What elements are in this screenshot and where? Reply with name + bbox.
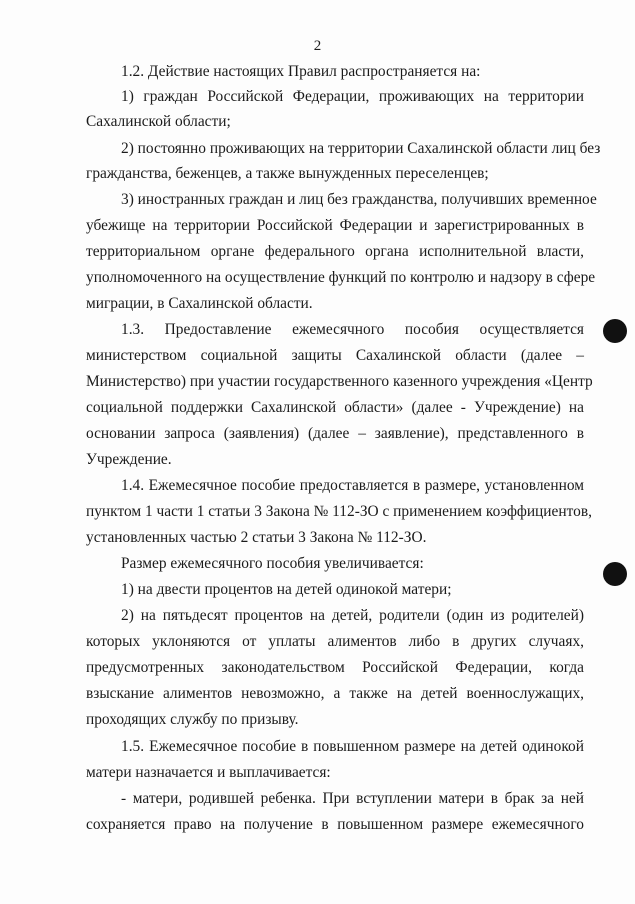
text-line: 1.4. Ежемесячное пособие предоставляется в размере, установленном xyxy=(121,477,584,494)
text-line: пунктом 1 части 1 статьи 3 Закона № 112-ЗО с применением коэффициентов, xyxy=(86,503,592,520)
text-line: установленных частью 2 статьи 3 Закона № 112-ЗО. xyxy=(86,529,427,546)
text-line: территориальном органе федерального органа исполнительной власти, xyxy=(86,243,584,260)
text-line: 1.5. Ежемесячное пособие в повышенном размере на детей одинокой xyxy=(121,738,584,755)
text-line: основании запроса (заявления) (далее – заявление), представленного в xyxy=(86,425,584,442)
text-line: Министерство) при участии государственного казенного учреждения «Центр xyxy=(86,373,593,390)
text-line: Учреждение. xyxy=(86,451,172,468)
text-line: - матери, родившей ребенка. При вступлении матери в брак за ней xyxy=(121,790,584,807)
text-line: социальной поддержки Сахалинской области» (далее - Учреждение) на xyxy=(86,399,584,416)
text-line: гражданства, беженцев, а также вынужденных переселенцев; xyxy=(86,165,489,182)
text-line: миграции, в Сахалинской области. xyxy=(86,295,313,312)
text-line: 2) постоянно проживающих на территории Сахалинской области лиц без xyxy=(121,140,601,157)
text-line: убежище на территории Российской Федерации и зарегистрированных в xyxy=(86,217,584,234)
text-line: которых уклоняются от уплаты алиментов либо в других случаях, xyxy=(86,633,584,650)
text-line: 1.3. Предоставление ежемесячного пособия осуществляется xyxy=(121,321,584,338)
text-line: Сахалинской области; xyxy=(86,113,231,130)
text-line: матери назначается и выплачивается: xyxy=(86,764,331,781)
text-line: 1) граждан Российской Федерации, проживающих на территории xyxy=(121,88,584,105)
text-line: 1.2. Действие настоящих Правил распространяется на: xyxy=(121,63,481,80)
text-line: уполномоченного на осуществление функций по контролю и надзору в сфере xyxy=(86,269,596,286)
text-line: министерством социальной защиты Сахалинской области (далее – xyxy=(86,347,584,364)
punch-hole xyxy=(603,319,627,343)
page-number: 2 xyxy=(313,38,322,54)
text-line: 1) на двести процентов на детей одинокой матери; xyxy=(121,581,452,598)
text-line: 3) иностранных граждан и лиц без гражданства, получивших временное xyxy=(121,191,597,208)
punch-hole xyxy=(603,562,627,586)
text-line: проходящих службу по призыву. xyxy=(86,711,299,728)
text-line: сохраняется право на получение в повышенном размере ежемесячного xyxy=(86,816,584,833)
text-line: Размер ежемесячного пособия увеличивается: xyxy=(121,555,424,572)
text-line: взыскание алиментов невозможно, а также на детей военнослужащих, xyxy=(86,685,584,702)
text-line: 2) на пятьдесят процентов на детей, родители (один из родителей) xyxy=(121,607,584,624)
text-line: предусмотренных законодательством Российской Федерации, когда xyxy=(86,659,584,676)
